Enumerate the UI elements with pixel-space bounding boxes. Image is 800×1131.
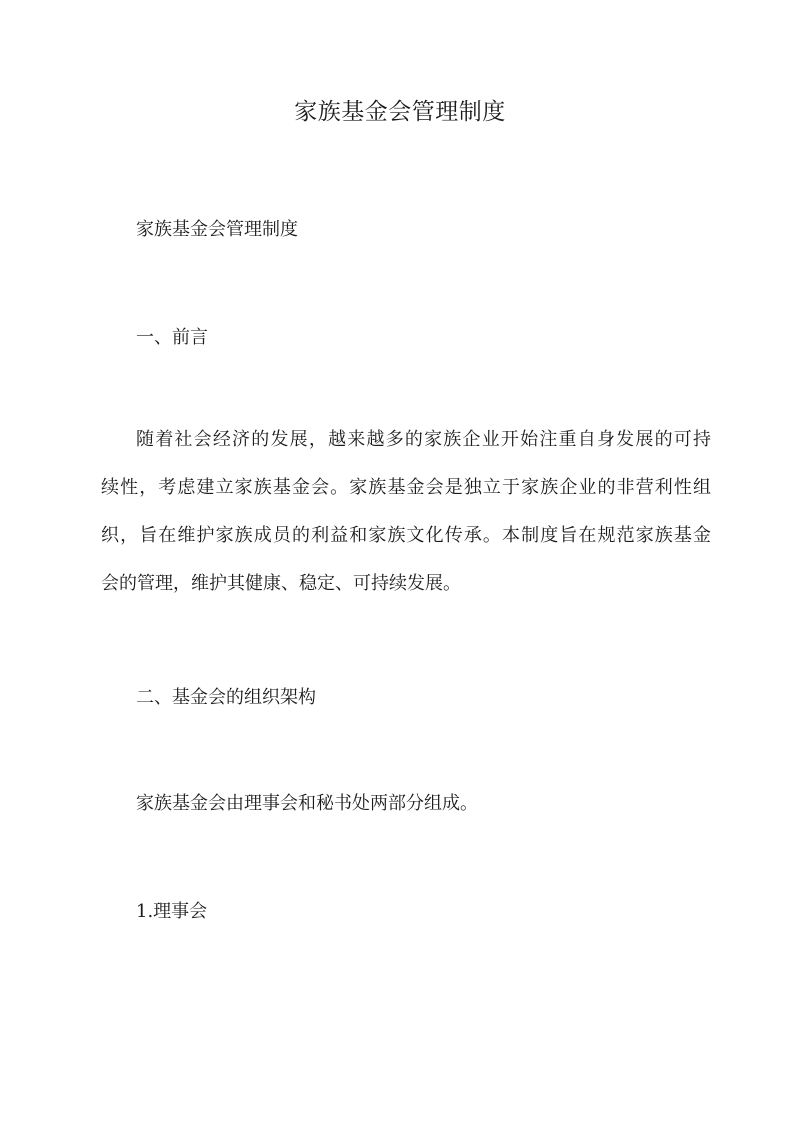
preface-line-3: 织，旨在维护家族成员的利益和家族文化传承。本制度旨在规范家族基金 [101,525,711,546]
preface-line-2: 续性，考虑建立家族基金会。家族基金会是独立于家族企业的非营利性组 [101,477,711,498]
subsection-heading-board: 1.理事会 [136,901,208,922]
section-heading-structure: 二、基金会的组织架构 [136,687,316,708]
structure-body: 家族基金会由理事会和秘书处两部分组成。 [136,793,478,814]
preface-body [101,428,711,620]
document-title: 家族基金会管理制度 [294,99,506,125]
preface-line-1: 随着社会经济的发展，越来越多的家族企业开始注重自身发展的可持 [136,429,711,450]
document-subtitle: 家族基金会管理制度 [136,219,298,240]
preface-line-4: 会的管理，维护其健康、稳定、可持续发展。 [101,573,461,594]
section-heading-preface: 一、前言 [136,327,208,348]
